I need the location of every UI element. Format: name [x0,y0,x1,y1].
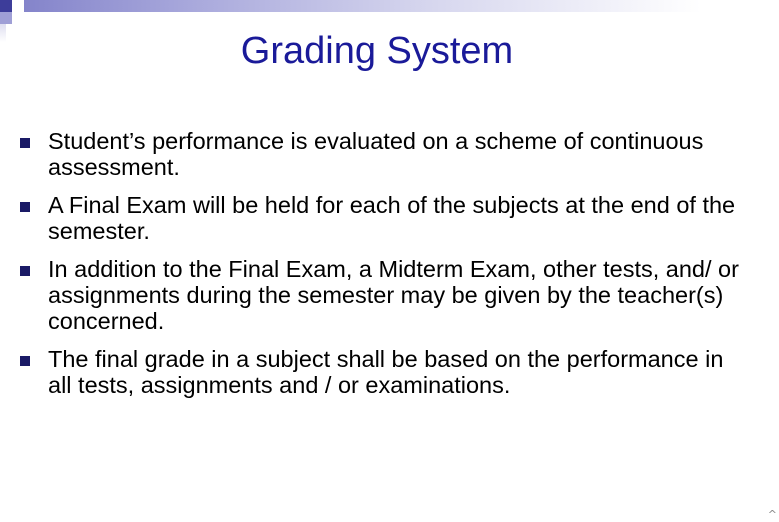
bullet-text: In addition to the Final Exam, a Midterm Exam, other tests, and/ or assignments during the semester may be given by the teacher(s) concerned. [48,256,739,334]
square-bullet-icon [20,266,30,276]
square-bullet-icon [20,356,30,366]
bullet-item [20,346,740,398]
bullet-item [20,192,740,244]
bullet-text: The final grade in a subject shall be based on the performance in all tests, assignments and / or examinations. [48,346,724,398]
slide-title: Grading System [240,30,514,72]
bullet-list [20,128,740,410]
bullet-text: A Final Exam will be held for each of the subjects at the end of the semester. [48,192,736,244]
decorative-square-dark [0,0,12,12]
bullet-text: Student’s performance is evaluated on a scheme of continuous assessment. [48,128,704,180]
square-bullet-icon [20,202,30,212]
bullet-item [20,256,740,334]
square-bullet-icon [20,138,30,148]
decorative-square-white [12,0,24,12]
top-gradient-band [0,0,779,12]
bullet-item [20,128,740,180]
corner-caret-icon: ^ [767,508,777,521]
decorative-square-light [0,12,12,24]
